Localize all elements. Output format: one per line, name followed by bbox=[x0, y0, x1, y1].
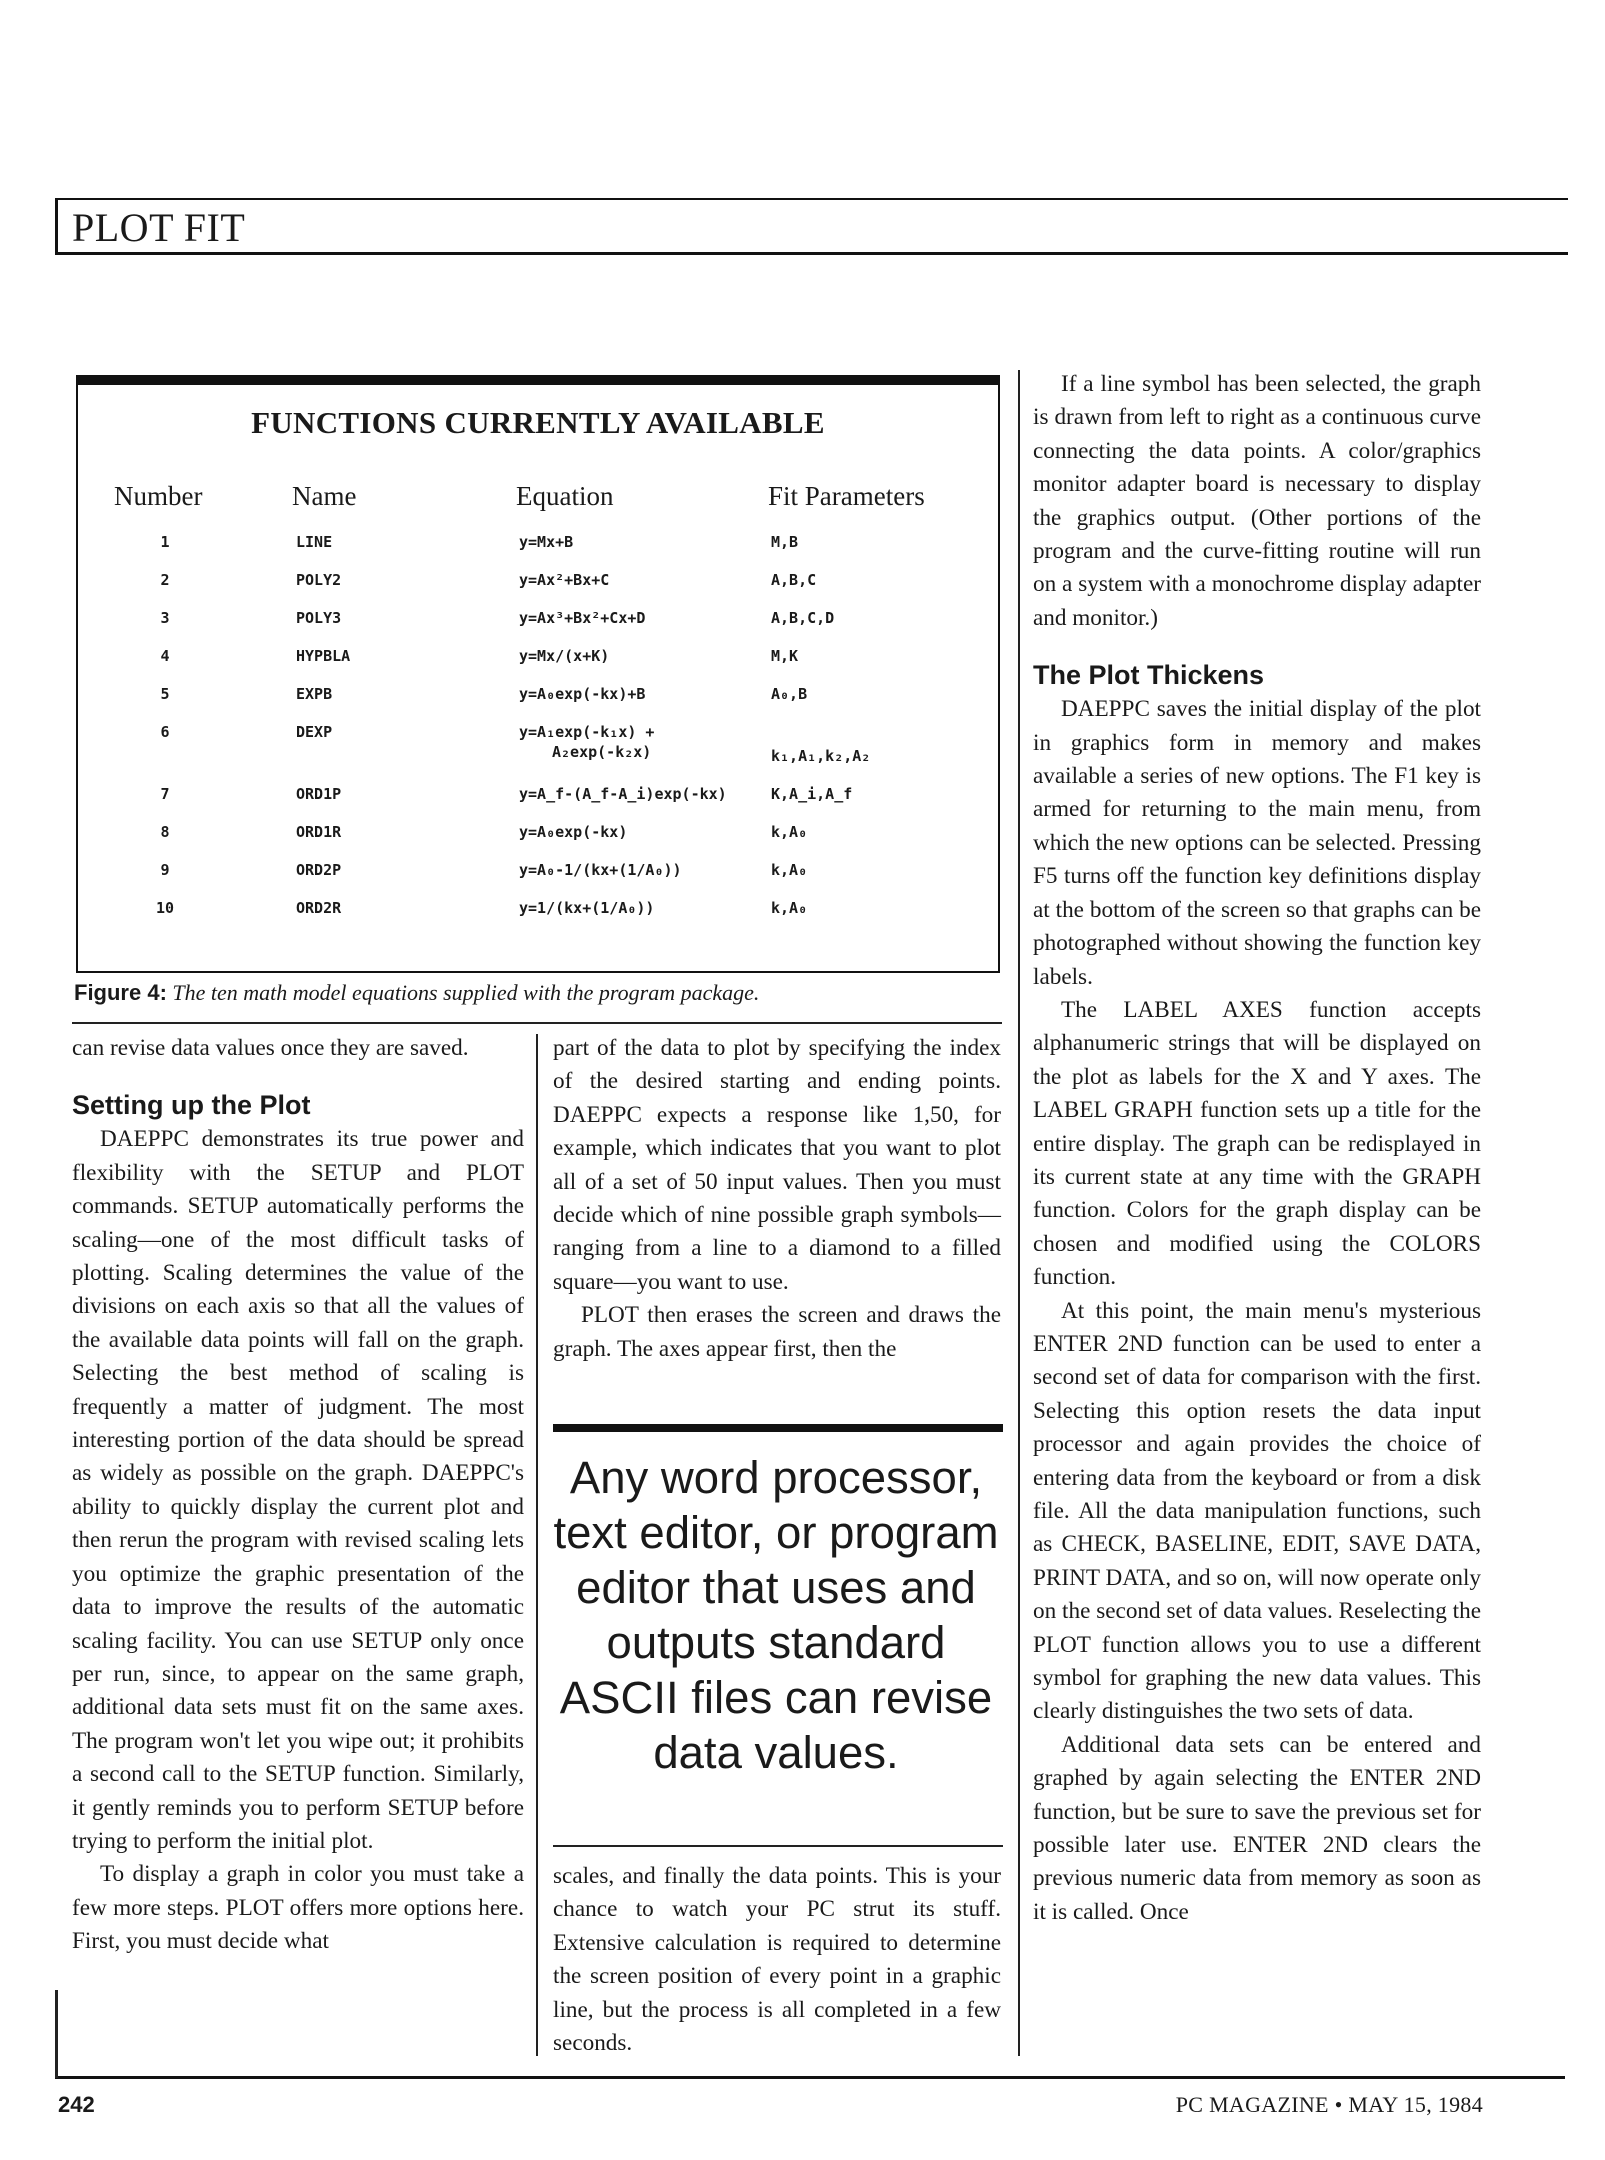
col3-paragraph-3: The LABEL AXES function accepts alphanumeric strings that will be displayed on the plot as labels for the X and Y axes. The LABEL GRAPH function sets up a title for the entire display. The graph can be redisplayed in its current state at any time with the GRAPH function. Colors for the graph display can be chosen and modified using the COLORS function. bbox=[1033, 996, 1481, 1291]
col3-paragraph-5: Additional data sets can be entered and graphed by again selecting the ENTER 2ND function, but be sure to save the previous set for possible later use. ENTER 2ND clears the previous numeric data from memory as soon as it is called. Once bbox=[1033, 1731, 1481, 1925]
section-title: PLOT FIT bbox=[72, 205, 246, 250]
row-7-number: 7 bbox=[160, 785, 170, 803]
row-9-params: k,A₀ bbox=[771, 861, 808, 879]
figure-caption-text: The ten math model equations supplied with the program package. bbox=[172, 980, 760, 1005]
section-header-bar bbox=[55, 198, 1568, 255]
row-1-number: 1 bbox=[160, 533, 170, 551]
row-5-params: A₀,B bbox=[771, 685, 808, 703]
footer-left-rule bbox=[55, 1990, 58, 2078]
col-header-fit-parameters: Fit Parameters bbox=[768, 481, 925, 511]
row-3-params: A,B,C,D bbox=[771, 609, 835, 627]
row-10-params: k,A₀ bbox=[771, 899, 808, 917]
row-1-equation: y=Mx+B bbox=[519, 533, 574, 551]
figure-table bbox=[76, 375, 1000, 973]
row-5-equation: y=A₀exp(-kx)+B bbox=[519, 685, 646, 703]
col2-paragraph-3: scales, and finally the data points. This is your chance to watch your PC strut its stuff. Extensive calculation is required to determine the screen position of every point in a graphic line, but the process is all completed in a few seconds. bbox=[553, 1863, 1001, 2057]
row-9-number: 9 bbox=[160, 861, 170, 879]
row-4-number: 4 bbox=[160, 647, 170, 665]
row-8-params: k,A₀ bbox=[771, 823, 808, 841]
row-3-number: 3 bbox=[160, 609, 170, 627]
row-8-name: ORD1R bbox=[296, 823, 342, 841]
row-8-number: 8 bbox=[160, 823, 170, 841]
row-4-params: M,K bbox=[771, 647, 799, 665]
column-1 bbox=[72, 1032, 524, 1959]
row-7-name: ORD1P bbox=[296, 785, 342, 803]
row-4-name: HYPBLA bbox=[296, 647, 351, 665]
column-2-bottom bbox=[553, 1860, 1001, 2060]
col2-paragraph-1: part of the data to plot by specifying the index of the desired starting and ending points. DAEPPC expects a response like 1,50, for example, which indicates that you want to plot all of a set of 50 input values. Then you must decide which of nine possible graph symbols—ranging from a line to a diamond to a filled square—you want to use. bbox=[553, 1035, 1001, 1295]
heading-plot-thickens: The Plot Thickens bbox=[1033, 660, 1265, 691]
row-2-params: A,B,C bbox=[771, 571, 817, 589]
row-6-name: DEXP bbox=[296, 723, 333, 741]
row-2-name: POLY2 bbox=[296, 571, 342, 589]
row-6-number: 6 bbox=[160, 723, 170, 741]
column-divider-1 bbox=[536, 1034, 538, 2056]
row-3-equation: y=Ax³+Bx²+Cx+D bbox=[519, 609, 646, 627]
pullquote-bottom-rule bbox=[553, 1845, 1003, 1847]
col3-paragraph-1: If a line symbol has been selected, the graph is drawn from left to right as a continuous curve connecting the data points. A color/graphics monitor adapter board is necessary to display the graphics output. (Other portions of the program and the curve-fitting routine will run on a system with a monochrome display adapter and monitor.) bbox=[1033, 371, 1481, 631]
column-2-top bbox=[553, 1032, 1001, 1366]
pullquote-top-rule bbox=[553, 1424, 1003, 1432]
row-8-equation: y=A₀exp(-kx) bbox=[519, 823, 628, 841]
magazine-issue: PC MAGAZINE • MAY 15, 1984 bbox=[1175, 2092, 1483, 2117]
row-9-equation: y=A₀-1/(kx+(1/A₀)) bbox=[519, 861, 682, 879]
caption-rule bbox=[72, 1022, 1002, 1024]
column-divider-2 bbox=[1018, 370, 1020, 2056]
col1-intro: can revise data values once they are saved. bbox=[72, 1035, 469, 1061]
col2-paragraph-2: PLOT then erases the screen and draws the graph. The axes appear first, then the bbox=[553, 1302, 1001, 1362]
col-header-name: Name bbox=[292, 481, 357, 511]
pull-quote: Any word processor, text editor, or program editor that uses and outputs standard ASCII files can revise data values. bbox=[553, 1452, 999, 1778]
row-5-number: 5 bbox=[160, 685, 170, 703]
row-7-equation: y=A_f-(A_f-A_i)exp(-kx) bbox=[519, 785, 727, 803]
row-1-name: LINE bbox=[296, 533, 333, 551]
column-3 bbox=[1033, 368, 1481, 1929]
row-10-name: ORD2R bbox=[296, 899, 342, 917]
figure-title: FUNCTIONS CURRENTLY AVAILABLE bbox=[251, 405, 825, 440]
col3-paragraph-2: DAEPPC saves the initial display of the plot in graphics form in memory and makes available a series of new options. The F1 key is armed for returning to the main menu, from which the new options can be selected. Pressing F5 turns off the function key definitions display at the bottom of the screen so that graphs can be photographed without showing the function key labels. bbox=[1033, 696, 1481, 990]
heading-setting-up-plot: Setting up the Plot bbox=[72, 1090, 311, 1121]
col-header-number: Number bbox=[114, 481, 203, 511]
row-1-params: M,B bbox=[771, 533, 799, 551]
col1-paragraph-2: To display a graph in color you must take a few more steps. PLOT offers more options here. First, you must decide what bbox=[72, 1861, 524, 1955]
figure-caption bbox=[74, 980, 759, 1006]
row-7-params: K,A_i,A_f bbox=[771, 785, 853, 803]
row-6-equation: y=A₁exp(-k₁x) + bbox=[519, 723, 655, 741]
row-9-name: ORD2P bbox=[296, 861, 342, 879]
row-6-params: k₁,A₁,k₂,A₂ bbox=[771, 747, 871, 765]
row-2-equation: y=Ax²+Bx+C bbox=[519, 571, 610, 589]
row-6-equation-cont: A₂exp(-k₂x) bbox=[552, 743, 652, 761]
row-10-number: 10 bbox=[155, 899, 175, 917]
row-4-equation: y=Mx/(x+K) bbox=[519, 647, 610, 665]
footer-rule bbox=[55, 2076, 1565, 2079]
row-10-equation: y=1/(kx+(1/A₀)) bbox=[519, 899, 655, 917]
row-5-name: EXPB bbox=[296, 685, 333, 703]
figure-caption-label: Figure 4: bbox=[74, 980, 167, 1005]
col3-paragraph-4: At this point, the main menu's mysterious ENTER 2ND function can be used to enter a second set of data for comparison with the first. Selecting this option resets the data input processor and again provides the choice of entering data from the keyboard or from a disk file. All the data manipulation functions, such as CHECK, BASELINE, EDIT, SAVE DATA, PRINT DATA, and so on, will now operate only on the second set of data values. Reselecting the PLOT function allows you to use a different symbol for graphing the new data values. This clearly distinguishes the two sets of data. bbox=[1033, 1297, 1481, 1725]
page-number: 242 bbox=[58, 2092, 95, 2117]
col-header-equation: Equation bbox=[516, 481, 614, 511]
row-3-name: POLY3 bbox=[296, 609, 342, 627]
col1-paragraph-1: DAEPPC demonstrates its true power and flexibility with the SETUP and PLOT commands. SETUP automatically performs the scaling—one of the most difficult tasks of plotting. Scaling determines the value of the divisions on each axis so that all the values of the available data points will fall on the graph. Selecting the best method of scaling is frequently a matter of judgment. The most interesting portion of the data should be spread as widely as possible on the graph. DAEPPC's ability to quickly display the current plot and then rerun the program with revised scaling lets you optimize the graphic presentation of the data to improve the results of the automatic scaling facility. You can use SETUP only once per run, since, to appear on the same graph, additional data sets must fit on the same axes. The program won't let you wipe out; it prohibits a second call to the SETUP function. Similarly, it gently reminds you to perform SETUP before trying to perform the initial plot. bbox=[72, 1126, 524, 1854]
row-2-number: 2 bbox=[160, 571, 170, 589]
